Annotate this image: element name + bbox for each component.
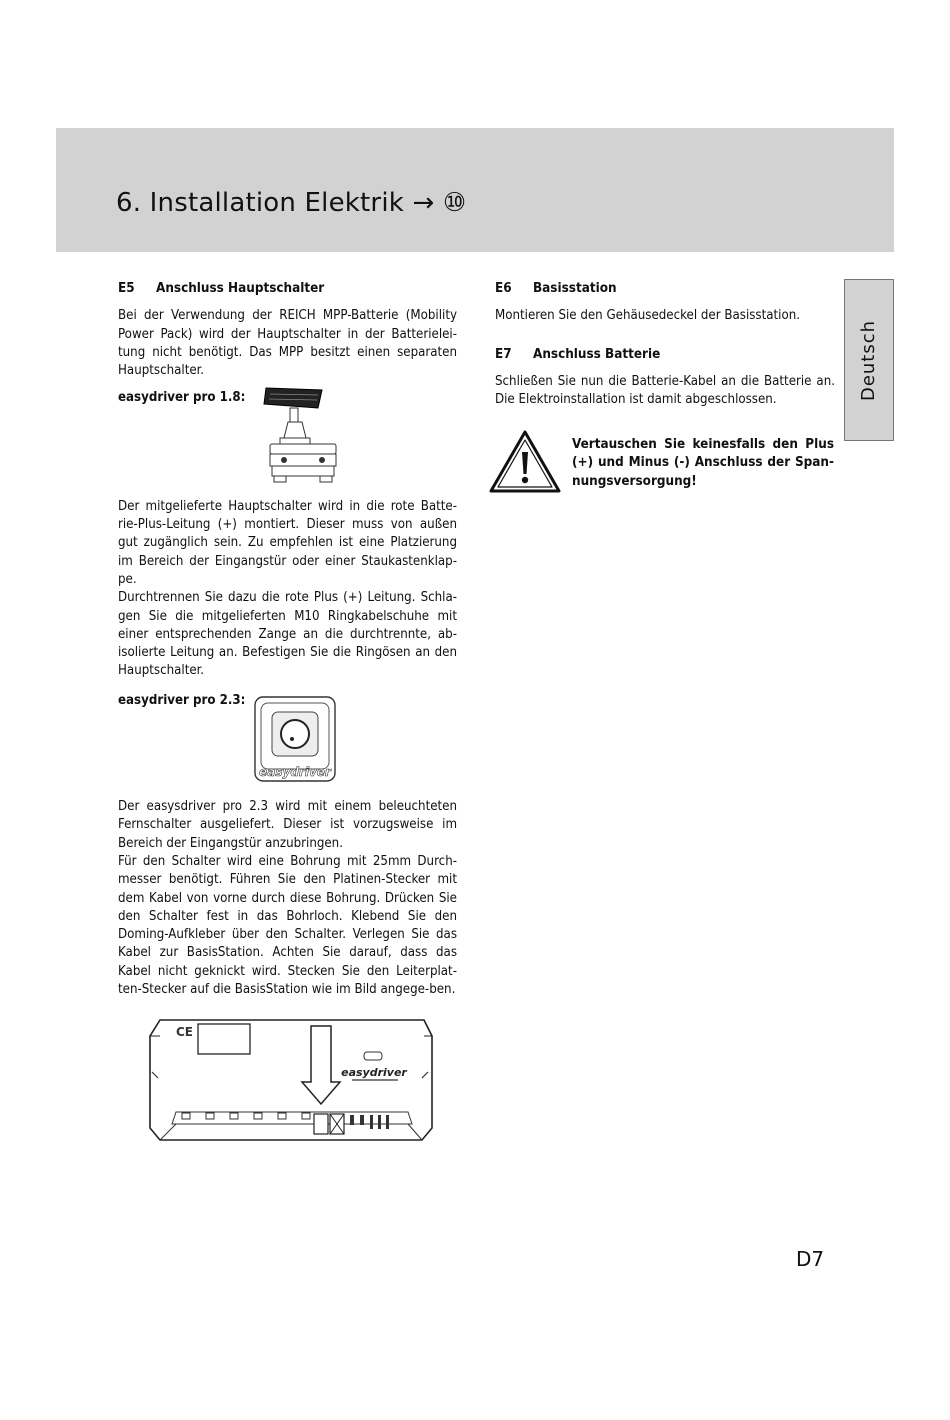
- base-station-image: [146, 1016, 438, 1144]
- section-e5-heading: [118, 280, 457, 298]
- warning-icon: [489, 430, 561, 494]
- warning-text: Vertauschen Sie keinesfalls den Plus (+) und Minus (-) Anschluss der Span-nungsversorgung!: [572, 437, 834, 489]
- language-tab-label-wrap: [844, 279, 894, 441]
- section-e6-heading: [495, 280, 835, 298]
- pro23-text-1: Der easysdriver pro 2.3 wird mit einem beleuchteten Fernschalter ausgeliefert. Dieser ist vorzugsweise im Bereich der Eingangstür anzubringen.: [118, 799, 457, 851]
- e6-text: Montieren Sie den Gehäusedeckel der Basisstation.: [495, 308, 801, 324]
- pro18-text-1: Der mitgelieferte Hauptschalter wird in die rote Batte-rie-Plus-Leitung (+) montiert. Dieser muss von außen gut zugänglich sein. Zu empfehlen ist eine Platzierung im Bereich der Eingangstür oder einer Staukastenklap-pe.: [118, 498, 457, 587]
- section-e6-title: Basisstation: [533, 281, 617, 296]
- page-title: 6. Installation Elektrik → ⑩: [116, 188, 467, 218]
- section-e7-number: E7: [495, 346, 512, 362]
- pro18-text-2: Durchtrennen Sie dazu die rote Plus (+) Leitung. Schla-gen Sie die mitgelieferten M10 Ringkabelschuhe mit einer entsprechenden Zange an die durchtrennte, ab-isolierte Leitung an. Befestigen Sie die Ringösen an den Hauptschalter.: [118, 590, 457, 679]
- language-tab-label: Deutsch: [858, 319, 880, 401]
- e5-intro-text: Bei der Verwendung der REICH MPP-Batterie (Mobility Power Pack) wird der Hauptschalter in der Batterielei-tung nicht benötigt. Das MPP besitzt einen separaten Hauptschalter.: [118, 308, 457, 379]
- section-e6-number: E6: [495, 281, 512, 296]
- section-e7-heading: [495, 346, 835, 364]
- main-switch-image: [262, 386, 348, 486]
- pro18-label: easydriver pro 1.8:: [118, 390, 246, 406]
- e7-text: Schließen Sie nun die Batterie-Kabel an die Batterie an. Die Elektroinstallation ist damit abgeschlossen.: [495, 373, 835, 408]
- pro23-label: easydriver pro 2.3:: [118, 692, 246, 708]
- pro23-text-2: Für den Schalter wird eine Bohrung mit 25mm Durch-messer benötigt. Führen Sie den Platinen-Stecker mit dem Kabel von vorne durch diese Bohrung. Drücken Sie den Schalter fest in das Bohrloch. Klebend Sie den Doming-Aufkleber über den Schalter. Verlegen Sie das Kabel zur BasisStation. Achten Sie darauf, dass das Kabel nicht geknickt wird. Stecken Sie den Leiterplat-ten-Stecker auf die BasisStation wie im Bild angege-ben.: [118, 853, 457, 998]
- section-e5-number: E5: [118, 281, 135, 296]
- right-column: [495, 280, 835, 409]
- section-e7-title: Anschluss Batterie: [533, 346, 661, 362]
- remote-switch-image: [254, 696, 336, 782]
- section-e5-title: Anschluss Hauptschalter: [156, 281, 325, 296]
- remote-switch-logo: easydriver: [259, 765, 331, 779]
- base-station-ce-mark: CE: [176, 1025, 194, 1039]
- page-number: D7: [796, 1247, 825, 1271]
- base-station-logo: easydriver: [341, 1066, 407, 1079]
